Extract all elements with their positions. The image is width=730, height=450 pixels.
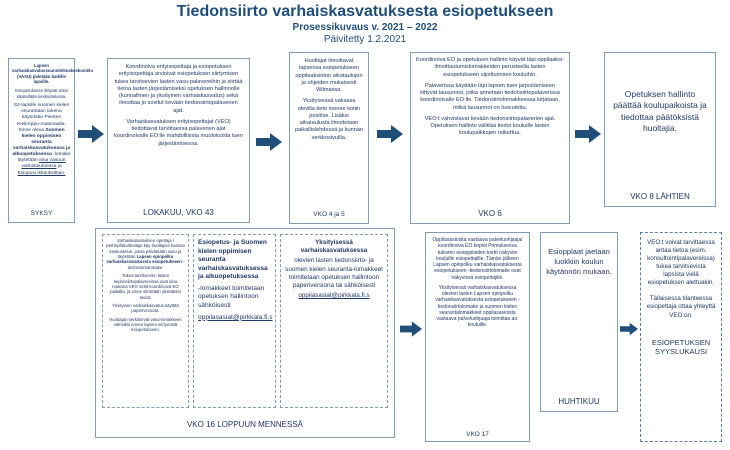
step-vko45 xyxy=(289,52,369,224)
vko8-footer: VKO 8 LÄHTIEN xyxy=(630,192,690,201)
arrow-right-icon xyxy=(256,133,282,151)
syyslukausi-footer: ESIOPETUKSEN SYYSLUKAUSI xyxy=(651,337,711,356)
group-right-email-link[interactable]: oppilasasiat@pirkkala.fi.s xyxy=(298,292,370,300)
syksy-intro2: Esiopetukseen liittyvät asiat käsitellään keskustelussa. xyxy=(15,88,68,99)
syyslukausi-p2: Tällaisessa tilanteessa esiopettaja ottaa yhteyttä VEO:on. xyxy=(646,295,716,319)
group-left-p1-text: Varhaiskasvatuksen opettaja / perhephäivähoitaja käy huoltajien kanssa keskustelun, jossa päivitetään vasu ja täytetään xyxy=(106,238,185,260)
syksy-body xyxy=(12,103,71,177)
arrow-right-icon xyxy=(575,125,601,143)
syksy-link-vasu[interactable]: aina vasuun valmistautuessa xyxy=(21,158,66,170)
vko6-footer: VKO 6 xyxy=(478,209,502,218)
lokakuu-p2: Varhaiskasvatuksen erityisopettajat (VEO) tiedottavat tarvittaessa palaverien ajat koordinoivalle EO:lle mahdollisista muutoksista tuen järjestämisessa. xyxy=(114,118,243,147)
huhtikuu-footer: HUHTIKUU xyxy=(558,397,600,406)
lokakuu-p1: Koordinoiva erityisopettaja ja esiopetuksen erityisopettaja arvioivat esiopetuksen siirtymisen tukea tarvitsevien lasten vasu-palavereihin ja siirtää tietoa lasten järjestämiseksi opetuksen hallinnolle (kunnallinen ja yksityinen varhaiskasvatus) sekä ilmoittaa jo sovitut kevään tiedonsiirtopalaverien ajat. xyxy=(114,64,243,114)
group-middle-text: -lomakkeet toimitetaan opetuksen hallintoon sähköisesti xyxy=(198,284,265,309)
vko6-p1: Koordinoiva EO ja opetuksen hallinto käyvät läpi oppilaaksi-ilmoittautumislomakkeiden perusteella lasten esiopetukseen sijoittumisen kouluihin. xyxy=(416,57,565,78)
group-middle-box xyxy=(193,234,276,408)
arrow-right-icon xyxy=(400,320,422,338)
step-lokakuu xyxy=(107,58,250,223)
syksy-body-c: -lomake täytetään xyxy=(17,152,71,164)
group-left-p4: Huoltajat merkitsevät vasu-lomakkeen valmiiksi ennen lapsen siirtymistä esiopetukseen. xyxy=(109,316,182,333)
updated-date: Päivitetty 1.2.2021 xyxy=(323,34,407,45)
vko6-p2: Palaverissa käydään läpi lapsen tuen järjestämiseen liittyvät lausunnot, jotka annetaan tiedonsiirtopalaverissa koordinoivalle EO:lle. Tiedonsiirtolomakkeessa kirjataan, mitkä lausunnot on luovutettu. xyxy=(420,82,560,111)
group-middle-email-link[interactable]: oppilasasiat@pirkkala.fi.s xyxy=(198,313,273,321)
arrow-right-icon xyxy=(620,320,638,338)
group-left-p3: Yksityinen varhaiskasvatus käyttää paperiversiota. xyxy=(112,302,179,314)
syksy-body-a: S2-lapsille suomen kielen seurantaan tukena käytetään Pienten Kielireppu-materiaalia. Sinne oleva xyxy=(13,103,70,133)
group-left-box xyxy=(102,234,189,408)
group-right-box xyxy=(280,234,388,408)
page-title: Tiedonsiirto varhaiskasvatuksesta esiopetukseen xyxy=(176,3,554,20)
vko45-footer: VKO 4 ja 5 xyxy=(313,211,345,218)
syksy-body-d: ja xyxy=(57,164,62,170)
syksy-link-esiopusi[interactable]: Esiopusi ikkäuksittain. xyxy=(17,170,66,176)
huhtikuu-text: Esiopplaat jaetaan luokkiin koulun käytännön mukaan. xyxy=(546,247,612,277)
group-left-p1-end: -tiedonsiirtolomake. xyxy=(127,259,185,270)
step-huhtikuu xyxy=(540,232,618,412)
step-vko6 xyxy=(410,52,570,224)
step-vko8 xyxy=(604,52,716,207)
vko17-p2: Yksityisessä varhaiskasvatuksessa olevien lasten Lapsen opinpolku varhaiskasvatuksesta esiopetukseen -tiedonsiirtolomake ja suomen kielen seurantalomakkeet oppilasasioista vastaava palveluohjaaja toimittaa ao. kouluille. xyxy=(435,284,520,329)
lokakuu-footer: LOKAKUU, VKO 43 xyxy=(143,208,214,217)
arrow-right-icon xyxy=(377,125,403,143)
vko45-p2: Yksityisessä vakassa olevilla tieto menee kotiin postitse. Lisäksi aikataulusta ilmoitetaan paikallislehdessä ja kunnan verkkosivuilla. xyxy=(294,98,364,141)
step-syyslukausi xyxy=(640,232,722,442)
step-syksy xyxy=(8,58,93,223)
group-left-p2: Tukea tarvitsevien lasten tiedonsiirtopalavereissa ovat aina mukana VEO sekä koordinoiva EO paikalla, ja sinne siirretään yksittäiset tiedot. xyxy=(110,273,181,300)
syksy-body-b: Suomen kielen oppimisen seuranta varhaiskasvatuksessa ja alkuopetuksessa xyxy=(12,127,71,158)
group-left-p1-bold: Lapsen opinpolku varhaiskasvatuksesta esiopetukseen xyxy=(106,254,182,265)
syyslukausi-p1: VEO:t voivat tarvittaessa antaa tietoa (esim. konsultointipalavereissa) tukea tarvitsevista lapsista vielä esiopetuksen alettuakin. xyxy=(647,239,715,287)
group-left-p1 xyxy=(106,238,185,270)
group-middle-bold: Esiopetus- ja Suomen kielen oppimisen seuranta varhaiskasvatuksessa ja alkuopetuksessa xyxy=(198,239,268,281)
page-subtitle: Prosessikuvaus v. 2021 – 2022 xyxy=(292,22,438,33)
group-right-text: olevien lasten tiedonsiirto- ja suomen kielen seuranta-lomakkeet toimitetaan opetuksen hallintoon paperiversiona tai sähköisesti xyxy=(285,257,383,289)
vko17-footer: VKO 17 xyxy=(466,431,489,438)
vko8-text: Opetuksen hallinto päättää koulupaikoista ja tiedottaa päätöksistä huoltajia. xyxy=(613,89,707,134)
arrow-right-icon xyxy=(78,125,104,143)
vko6-p3: VEO:t vahvistavat kevään tiedonsiirtopalaverien ajat. Opetuksen hallinto välittää tiedot kouluille lasten koulupaikkojen ratkettua. xyxy=(424,115,556,137)
syksy-intro: Lapsen varhaiskasvatussuunnitelmakeskustelu (VASU) pidetään kaikille lapsille. xyxy=(12,63,93,85)
group-right-bold: Yksityisessä varhaiskasvatuksessa xyxy=(300,239,368,255)
group-footer: VKO 16 LOPPUUN MENNESSÄ xyxy=(186,420,304,429)
step-vko17 xyxy=(425,232,530,442)
vko45-p1: Huoltajat ilmoittavat lapsensa esiopetukseen oppilaaksioton aikataulujen ja ohjeiden mukaisesti Wilmassa. xyxy=(295,58,363,94)
vko17-p1: Oppilasasioista vastaava palveluohjaaja/ koordinoiva EO kopioi Primuksessa tulevien esioppilaiden kortit näkyviin kouluille esiopettajille. Tämän jälkeen Lapsen opinpolku varhaiskasvatuksesta esiopetukseen -tiedonsiirtolomake ovat näkyvissä esiopettajille. xyxy=(432,237,523,281)
syksy-footer: SYKSY xyxy=(30,210,53,217)
